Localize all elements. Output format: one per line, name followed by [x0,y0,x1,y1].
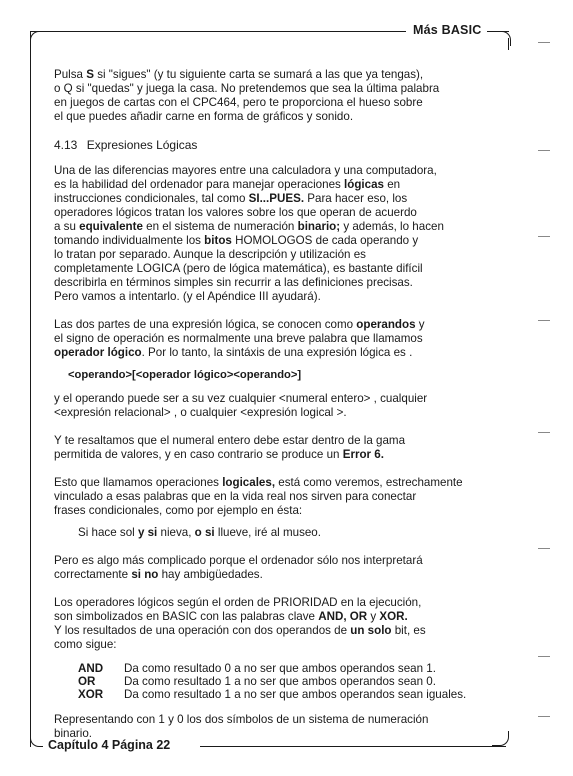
paragraph-operands [54,318,509,360]
text-line [54,276,509,290]
paragraph-ambiguity [54,554,509,582]
text-run: está como veremos, estrechamente [275,476,463,489]
operator-row [78,688,466,701]
text-line [54,392,509,406]
bold-term: si no [131,568,159,581]
operator-row [78,662,466,675]
text-line [54,318,509,332]
text-line [54,178,509,192]
text-run: Las dos partes de una expresión lógica, se conocen como [54,318,357,331]
bold-term: lógicas [344,178,384,191]
text-run: . Por lo tanto, la sintáxis de una expresión lógica es . [141,346,413,359]
text-run: a su [54,220,80,233]
text-run: en el sistema de numeración [142,220,298,233]
syntax-definition: <operando>[<operador lógico><operando>] [68,369,302,381]
text-line [54,406,509,420]
text-run: Y te resaltamos que el numeral entero debe estar dentro de la gama [54,434,406,447]
example-sentence [54,526,509,540]
text-line [54,248,509,262]
text-run: Pero vamos a intentarlo. (y el Apéndice III ayudará). [54,290,321,303]
text-run: frases condicionales, como por ejemplo en ésta: [54,504,303,517]
paragraph-range-note [54,434,509,462]
text-line [54,504,509,518]
text-run: si "sigues" (y tu siguiente carta se sumará a las que ya tengas), [93,68,424,81]
operator-description: Da como resultado 0 a no ser que ambos operandos sean 1. [124,662,436,675]
margin-tick [538,432,550,433]
bold-term: XOR. [379,610,408,623]
operator-row [78,675,466,688]
bold-term: S [86,68,94,81]
text-line [54,164,509,178]
text-run: Una de las diferencias mayores entre una calculadora y una computadora, [54,164,437,177]
operator-description: Da como resultado 1 a no ser que ambos operandos sean iguales. [124,688,467,701]
text-line [54,96,509,110]
text-run: en [384,178,401,191]
text-line [54,596,509,610]
text-line [54,332,509,346]
bold-term: y si [137,526,158,539]
text-run: y [415,318,425,331]
text-run: llueve, iré al museo. [214,526,321,539]
text-run: Pulsa [54,68,87,81]
operators-table [78,662,466,701]
bold-term: operador lógico [54,346,142,359]
text-line [54,476,509,490]
section-heading [54,138,509,152]
text-line [54,638,509,652]
page-frame-right-stub [508,38,509,50]
text-run: bit, es [391,624,426,637]
operator-keyword: XOR [78,688,104,701]
text-run: Los operadores lógicos según el orden de PRIORIDAD en la ejecución, [54,596,422,609]
bold-term: bitos [204,234,232,247]
text-line [54,82,509,96]
text-run: correctamente [54,568,132,581]
operator-keyword: OR [78,675,96,688]
text-run: el signo de operación es normalmente una breve palabra que llamamos [54,332,423,345]
operator-description: Da como resultado 1 a no ser que ambos operandos sean 0. [124,675,436,688]
text-line [54,262,509,276]
text-line [54,68,509,82]
text-run: instrucciones condicionales, tal como [54,192,249,205]
text-run: son simbolizados en BASIC con las palabras clave [54,610,319,623]
text-run: y el operando puede ser a su vez cualquier <numeral entero> , cualquier [54,392,428,405]
margin-tick [538,42,550,43]
paragraph-binary [54,713,509,741]
text-run: es la habilidad del ordenador para manejar operaciones [54,178,345,191]
text-run: Si hace sol [78,526,138,539]
text-line [54,448,509,462]
text-run: operadores lógicos tratan los valores sobre los que operan de acuerdo [54,206,417,219]
text-run: o Q si "quedas" y juega la casa. No pretendemos que sea la última palabra [54,82,440,95]
text-line [54,434,509,448]
page-frame-corner-top-left [30,31,45,46]
bold-term: binario; [297,220,341,233]
bold-term: o si [194,526,215,539]
text-line [54,220,509,234]
bold-term: operandos [356,318,416,331]
text-line [54,290,509,304]
text-line [54,192,509,206]
bold-term: SI...PUES. [248,192,305,205]
text-line [54,554,509,568]
text-run: y [367,610,380,623]
text-run: Esto que llamamos operaciones [54,476,223,489]
text-run: en juegos de cartas con el CPC464, pero te proporciona el hueso sobre [54,96,423,109]
text-line [54,624,509,638]
operator-keyword: AND [78,662,104,675]
bold-term: logicales, [222,476,276,489]
text-run: describirla en términos simples sin recurrir a las definiciones precisas. [54,276,413,289]
text-line [54,713,509,727]
page-body [54,68,509,755]
running-header: Más BASIC [413,23,482,37]
paragraph-operator-keywords [54,596,509,652]
text-line [54,490,509,504]
page-frame-corner-bottom-left [30,733,43,747]
text-line [54,610,509,624]
paragraph-logical-ops [54,164,509,304]
section-title: Expresiones Lógicas [86,138,198,152]
paragraph-operand-types [54,392,509,420]
text-run: vinculado a esas palabras que en la vida real nos sirven para conectar [54,490,417,503]
text-run: completamente LOGICA (pero de lógica matemática), es bastante difícil [54,262,423,275]
margin-tick [538,320,550,321]
paragraph-logicals [54,476,509,518]
text-line [78,526,509,540]
text-line [54,346,509,360]
margin-tick [538,236,550,237]
bold-term: un solo [350,624,392,637]
text-run: hay ambigüedades. [158,568,263,581]
text-run: tomando individualmente los [54,234,205,247]
page-footer: Capítulo 4 Página 22 [48,738,171,752]
page-frame-top-rule [30,31,406,32]
text-line [54,206,509,220]
text-run: Representando con 1 y 0 los dos símbolos de un sistema de numeración [54,713,429,726]
text-run: HOMOLOGOS de cada operando y [231,234,419,247]
text-run: Pero es algo más complicado porque el ordenador sólo nos interpretará [54,554,423,567]
page-frame-left-rule [30,31,31,747]
text-run: binario. [54,727,93,740]
text-run: lo tratan por separado. Aunque la descripción y utilización es [54,248,366,261]
text-run: el que puedes añadir carne en forma de gráficos y sonido. [54,110,354,123]
text-line [54,568,509,582]
bold-term: Error 6. [342,448,384,461]
bold-term: equivalente [79,220,143,233]
text-run: Para hacer eso, los [304,192,408,205]
text-run: como sigue: [54,638,117,651]
text-run: permitida de valores, y en caso contrario se produce un [54,448,343,461]
section-number: 4.13 [54,138,78,152]
text-line [54,727,509,741]
bold-term: AND, OR [318,610,368,623]
text-line [54,234,509,248]
intro-paragraph [54,68,509,124]
text-run: Y los resultados de una operación con dos operandos de [54,624,351,637]
text-run: <expresión relacional> , o cualquier <expresión logical >. [54,406,347,419]
margin-tick [538,150,550,151]
margin-tick [538,656,550,657]
margin-tick [538,548,550,549]
text-run: nieva, [157,526,195,539]
margin-tick [538,716,550,717]
text-line [54,110,509,124]
text-run: y además, lo hacen [340,220,444,233]
